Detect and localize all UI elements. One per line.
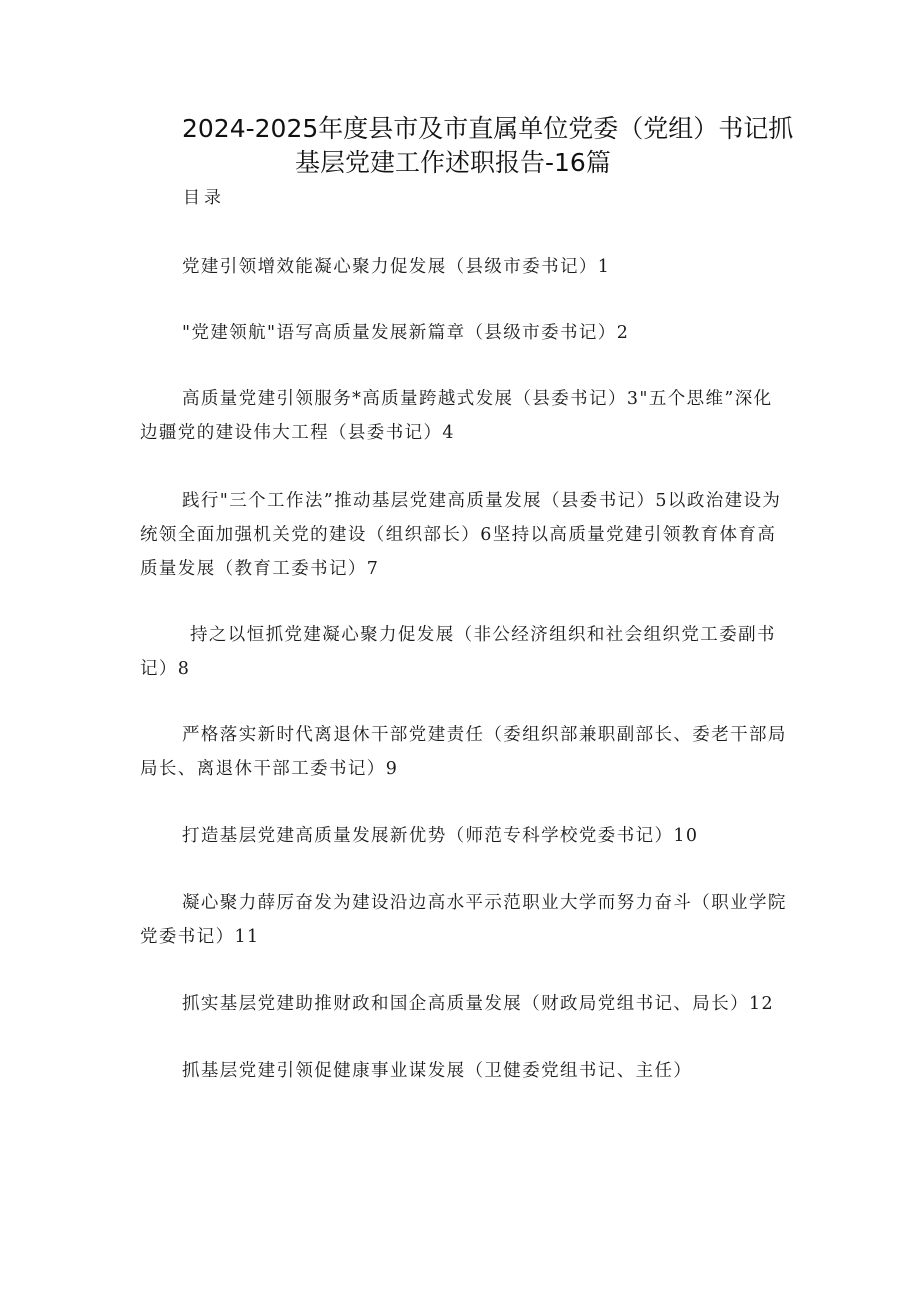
table-of-contents bbox=[140, 250, 790, 1088]
toc-entry: 抓实基层党建助推财政和国企高质量发展（财政局党组书记、局长）12 bbox=[182, 994, 775, 1014]
toc-entry: 党建引领增效能凝心聚力促发展（县级市委书记）1 bbox=[182, 257, 611, 277]
toc-entry: 践行"三个工作法”推动基层党建高质量发展（县委书记）5以政治建设为统领全面加强机关党的建设（组织部长）6坚持以高质量党建引领教育体育高质量发展（教育工委书记）7 bbox=[140, 491, 782, 579]
toc-entry: 抓基层党建引领促健康事业谋发展（卫健委党组书记、主任） bbox=[182, 1061, 693, 1081]
toc-entry: 持之以恒抓党建凝心聚力促发展（非公经济组织和社会组织党工委副书记）8 bbox=[140, 625, 776, 679]
toc-entry: 凝心聚力薛厉奋发为建设沿边高水平示范职业大学而努力奋斗（职业学院党委书记）11 bbox=[140, 893, 787, 947]
toc-entry: "党建领航"语写高质量发展新篇章（县级市委书记）2 bbox=[182, 323, 630, 343]
toc-entry: 高质量党建引领服务*高质量跨越式发展（县委书记）3"五个思维”深化边疆党的建设伟大工程（县委书记）4 bbox=[140, 389, 773, 443]
title-line-2: 基层党建工作述职报告-16篇 bbox=[295, 148, 611, 177]
toc-heading: 目录 bbox=[183, 188, 225, 208]
title-line-1: 2024-2025年度县市及市直属单位党委（党组）书记抓 bbox=[182, 114, 794, 143]
toc-entry: 严格落实新时代离退休干部党建责任（委组织部兼职副部长、委老干部局局长、离退休干部工委书记）9 bbox=[140, 725, 787, 779]
document-title bbox=[140, 112, 820, 180]
toc-entry: 打造基层党建高质量发展新优势（师范专科学校党委书记）10 bbox=[182, 826, 699, 846]
